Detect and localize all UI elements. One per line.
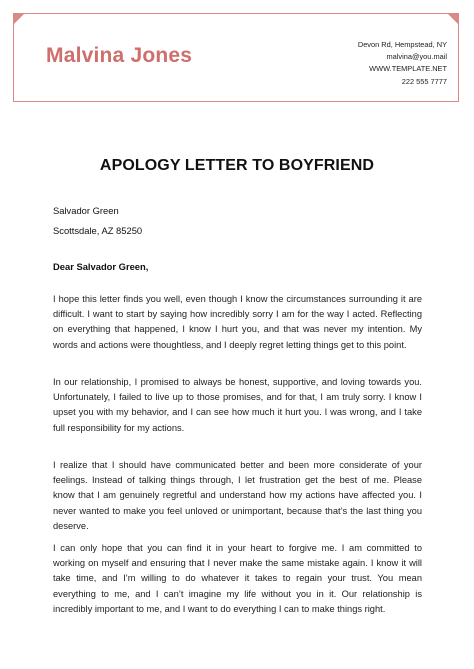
- contact-email: malvina@you.mail: [386, 52, 447, 62]
- sender-name: Malvina Jones: [46, 44, 193, 67]
- recipient-city: Scottsdale, AZ 85250: [53, 225, 143, 236]
- paragraph-line: Unfortunately, I failed to live up to those promises, and for that, I am truly sorry. I know I: [53, 392, 422, 403]
- paragraph-line: I realize that I should have communicated better and been more considerate of your: [53, 460, 422, 470]
- paragraph-line: feelings. Instead of talking things through, I let frustration get the best of me. Please: [53, 475, 422, 486]
- contact-website: WWW.TEMPLATE.NET: [369, 64, 447, 74]
- contact-phone: 222 555 7777: [401, 76, 447, 86]
- paragraph-line: incredibly important to me, and I want to do everything I can to make things right.: [53, 603, 386, 614]
- corner-accent-left: [13, 13, 25, 25]
- paragraph-line: working on myself and ensuring that I never make the same mistake again. I know it will: [53, 558, 422, 569]
- paragraph-line: on everything that happened, I know I hurt you, and that was never my intention. My: [53, 324, 422, 335]
- letter-title: APOLOGY LETTER TO BOYFRIEND: [99, 157, 375, 174]
- paragraph-line: know that I am genuinely regretful and understand how my actions have affected you. I: [53, 490, 422, 501]
- recipient-name: Salvador Green: [53, 205, 119, 216]
- paragraph-line: I hope this letter finds you well, even though I know the circumstances surrounding it are: [53, 294, 422, 304]
- paragraph-line: difficult. I want to start by saying how incredibly sorry I am for the way I acted. Reflecting: [53, 309, 422, 320]
- paragraph-4: [53, 541, 422, 617]
- paragraph-line: In our relationship, I promised to always be honest, supportive, and loving towards you.: [53, 377, 422, 387]
- paragraph-line: upset you with my behavior, and I can see how much it hurt you. I was wrong, and I take: [53, 407, 422, 418]
- paragraph-line: full responsibility for my actions.: [53, 422, 185, 433]
- greeting: Dear Salvador Green,: [53, 261, 149, 272]
- paragraph-line: deserve.: [53, 520, 89, 531]
- contact-address: Devon Rd, Hempstead, NY: [357, 40, 447, 49]
- paragraph-2: [53, 375, 422, 436]
- paragraph-line: take time, and I’m willing to do whatever it takes to regain your trust. You mean: [53, 573, 422, 584]
- paragraph-line: I can only hope that you can find it in your heart to forgive me. I am committed to: [53, 543, 422, 553]
- corner-accent-right: [447, 13, 459, 25]
- paragraph-1: [53, 292, 422, 353]
- paragraph-line: words and actions were thoughtless, and I deeply regret letting things get to this point.: [53, 339, 407, 350]
- contact-block: [358, 39, 447, 88]
- paragraph-line: never wanted to make you feel unloved or unimportant, because that’s the last thing you: [53, 505, 422, 516]
- paragraph-3: [53, 458, 422, 534]
- paragraph-line: everything to me, and I can’t imagine my life without you in it. Our relationship is: [53, 588, 422, 599]
